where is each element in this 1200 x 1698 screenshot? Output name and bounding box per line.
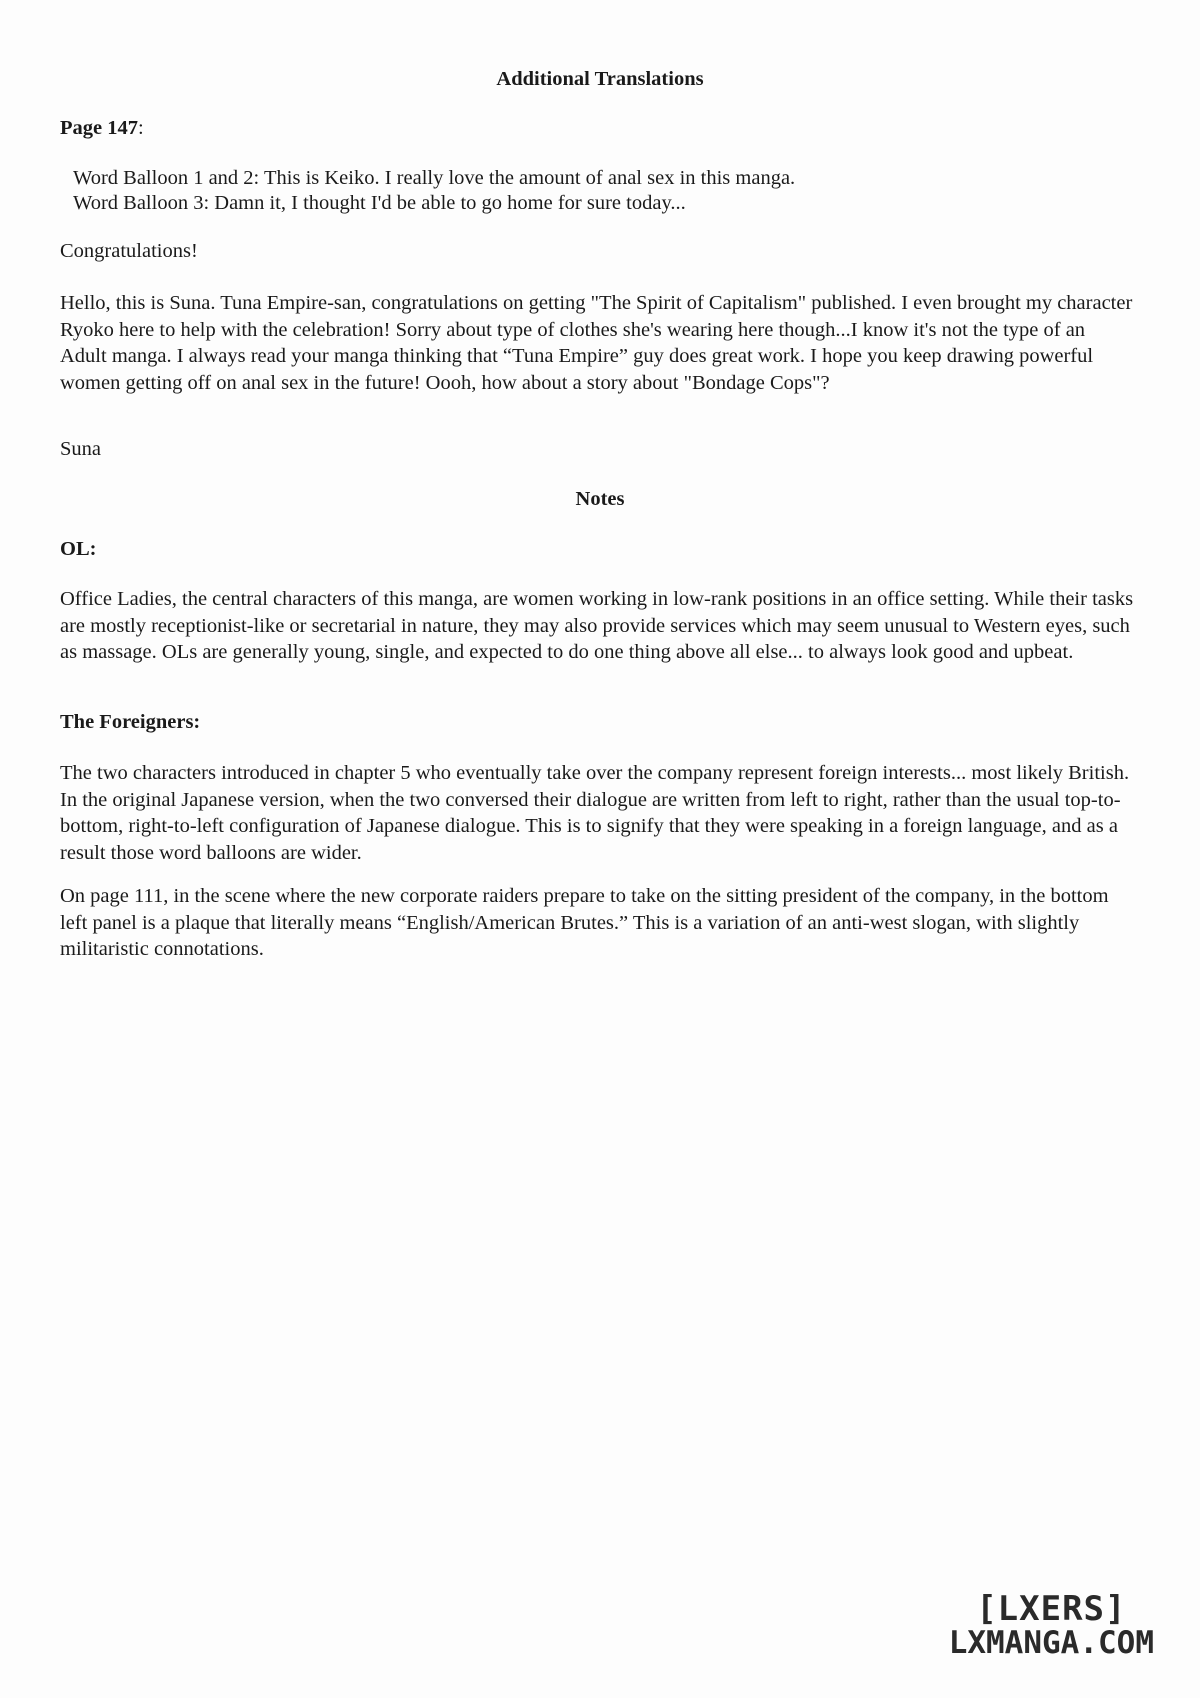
watermark-line-1: [LXERS]	[976, 1588, 1127, 1629]
ol-heading: OL:	[60, 538, 97, 560]
word-balloon-line-2: Word Balloon 3: Damn it, I thought I'd be able to go home for sure today...	[73, 192, 686, 214]
page-147-heading-colon: :	[138, 117, 144, 139]
foreigners-body-paragraph-2: On page 111, in the scene where the new corporate raiders prepare to take on the sitting president of the company, in the bottom left panel is a plaque that literally means “English/American Brutes.” This is a variation of an anti-west slogan, with slightly militaristic connotations.	[60, 885, 1109, 960]
notes-title: Notes	[575, 488, 625, 510]
foreigners-heading: The Foreigners:	[60, 711, 201, 733]
page-147-heading	[60, 115, 1135, 142]
ol-body: Office Ladies, the central characters of this manga, are women working in low-rank positions in an office setting. While their tasks are mostly receptionist-like or secretarial in nature, they may also provide services which may seem unusual to Western eyes, such as massage. OLs are generally young, single, and expected to do one thing above all else... to always look good and upbeat.	[60, 588, 1134, 663]
letter-greeting: Congratulations!	[60, 240, 198, 262]
word-balloon-line-1: Word Balloon 1 and 2: This is Keiko. I really love the amount of anal sex in this manga.	[73, 167, 796, 189]
page-147-heading-label: Page 147	[60, 117, 138, 139]
foreigners-body-paragraph-1: The two characters introduced in chapter 5 who eventually take over the company represent foreign interests... most likely British. In the original Japanese version, when the two conversed their dialogue are written from left to right, rather than the usual top-to-bottom, right-to-left configuration of Japanese dialogue. This is to signify that they were speaking in a foreign language, and as a result those word balloons are wider.	[60, 762, 1130, 864]
page-title: Additional Translations	[496, 68, 704, 90]
letter-body: Hello, this is Suna. Tuna Empire-san, congratulations on getting "The Spirit of Capitalism" published. I even brought my character Ryoko here to help with the celebration! Sorry about type of clothes she's wearing here though...I know it's not the type of an Adult manga. I always read your manga thinking that “Tuna Empire” guy does great work. I hope you keep drawing powerful women getting off on anal sex in the future! Oooh, how about a story about "Bondage Cops"?	[60, 292, 1133, 394]
watermark-line-2: LXMANGA.COM	[948, 1625, 1154, 1662]
letter-signature: Suna	[60, 438, 101, 460]
watermark	[948, 1588, 1154, 1662]
